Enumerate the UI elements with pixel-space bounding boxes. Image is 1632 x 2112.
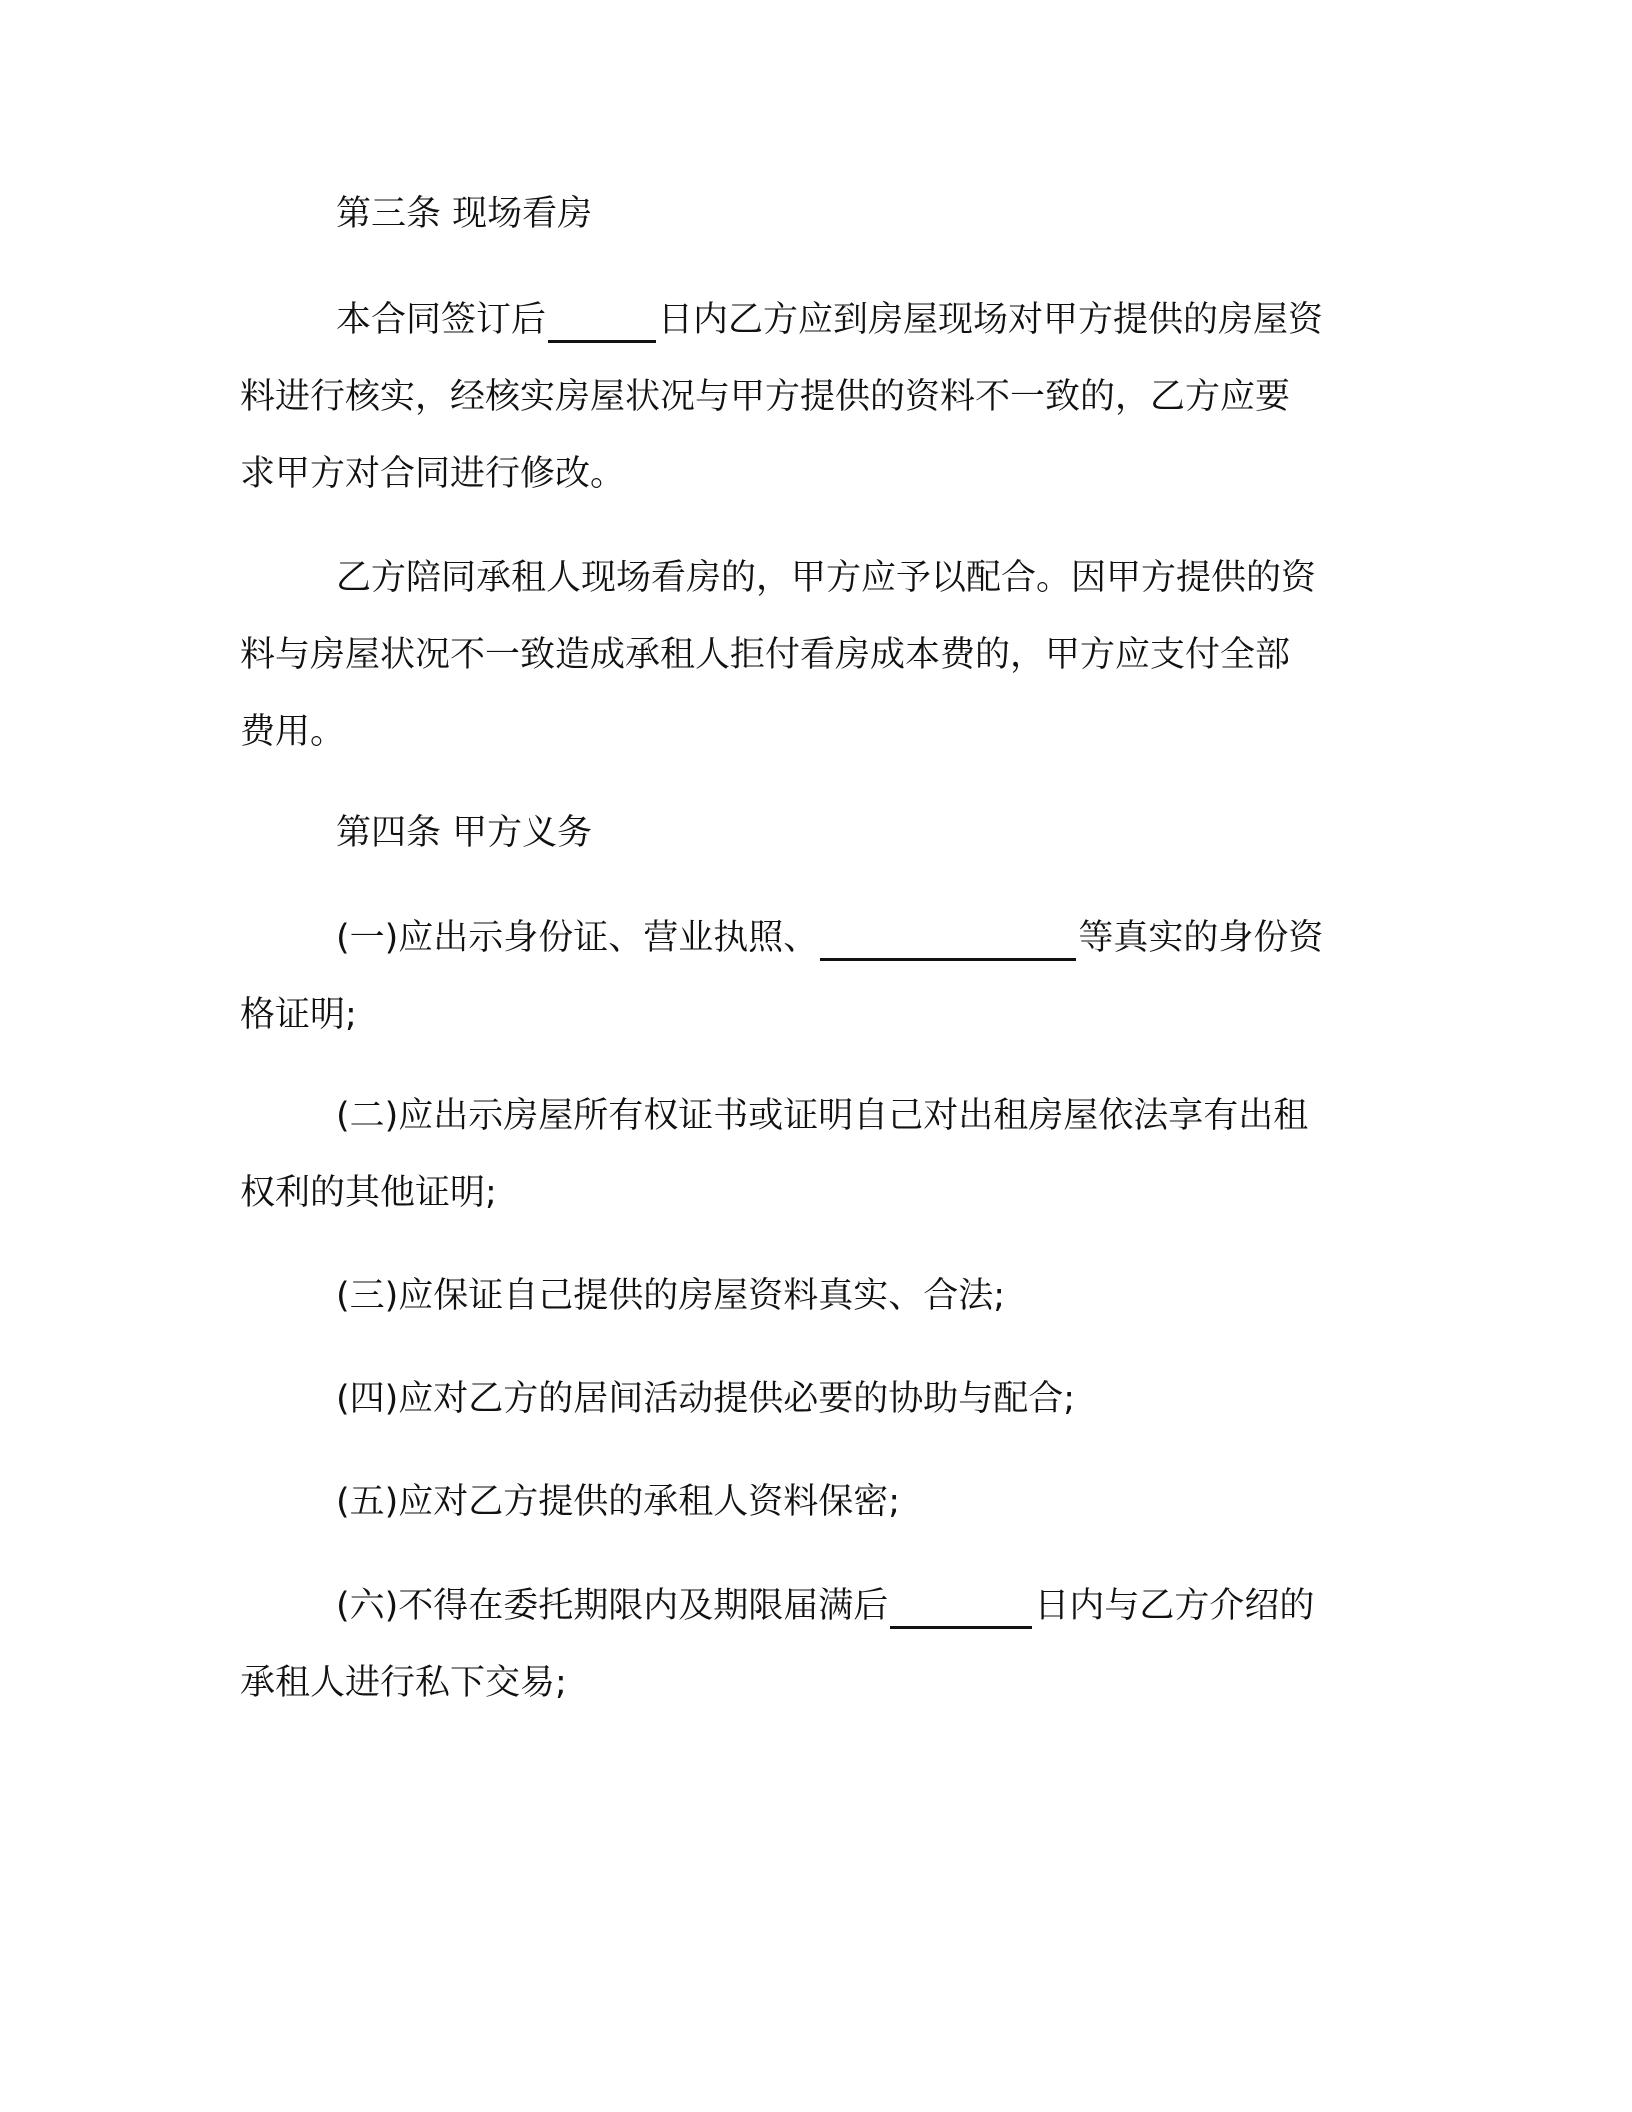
obligation-item-4 — [240, 1361, 1390, 1438]
article-4-heading — [240, 795, 1390, 872]
paragraph-line: 乙方陪同承租人现场看房的，甲方应予以配合。因甲方提供的资 — [336, 558, 1317, 598]
fill-in-blank-days — [548, 300, 656, 343]
paragraph-line — [240, 1568, 1390, 1645]
heading-text: 第四条 甲方义务 — [336, 813, 593, 853]
paragraph-line: (五)应对乙方提供的承租人资料保密; — [336, 1482, 901, 1522]
obligation-item-3 — [240, 1258, 1390, 1335]
paragraph-line: (三)应保证自己提供的房屋资料真实、合法; — [336, 1276, 1006, 1316]
heading-text: 第三条 现场看房 — [336, 194, 593, 234]
paragraph-line: (四)应对乙方的居间活动提供必要的协助与配合; — [336, 1379, 1076, 1419]
text-segment: 等真实的身份资 — [1078, 918, 1324, 958]
paragraph-line: 料与房屋状况不一致造成承租人拒付看房成本费的，甲方应支付全部 — [240, 635, 1291, 675]
article-3-paragraph-1 — [240, 282, 1390, 513]
obligation-item-2 — [240, 1078, 1390, 1232]
paragraph-line: 权利的其他证明; — [240, 1173, 497, 1213]
text-segment: 日内乙方应到房屋现场对甲方提供的房屋资 — [658, 300, 1324, 340]
text-segment: (六)不得在委托期限内及期限届满后 — [336, 1586, 889, 1626]
paragraph-line — [240, 282, 1390, 359]
text-segment: 日内与乙方介绍的 — [1034, 1586, 1315, 1626]
paragraph-line: 料进行核实，经核实房屋状况与甲方提供的资料不一致的，乙方应要 — [240, 377, 1291, 417]
text-segment: 本合同签订后 — [336, 300, 547, 340]
fill-in-blank-days — [890, 1586, 1032, 1629]
paragraph-line: 费用。 — [240, 712, 346, 752]
paragraph-line — [240, 900, 1390, 977]
obligation-item-5 — [240, 1464, 1390, 1541]
obligation-item-6 — [240, 1568, 1390, 1722]
paragraph-line: 格证明; — [240, 995, 357, 1035]
text-segment: (一)应出示身份证、营业执照、 — [336, 918, 819, 958]
article-3-heading — [240, 176, 1390, 253]
paragraph-line: 承租人进行私下交易; — [240, 1663, 567, 1703]
fill-in-blank-documents — [820, 918, 1076, 961]
obligation-item-1 — [240, 900, 1390, 1054]
paragraph-line: (二)应出示房屋所有权证书或证明自己对出租房屋依法享有出租 — [336, 1096, 1309, 1136]
paragraph-line: 求甲方对合同进行修改。 — [240, 454, 626, 494]
article-3-paragraph-2 — [240, 540, 1390, 771]
